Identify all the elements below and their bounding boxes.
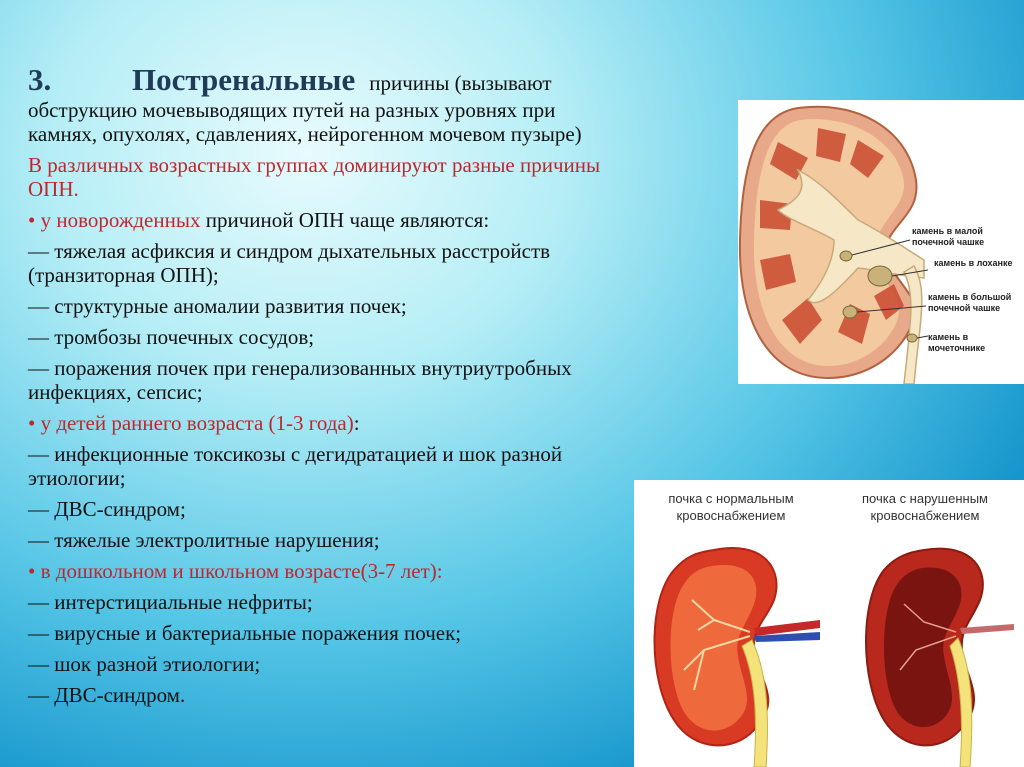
body-line: — поражения почек при генерализованных внутриутробных [28,356,572,380]
label-stone-minor-calyx: камень в малой почечной чашке [912,226,985,247]
body-line: — структурные аномалии развития почек; [28,294,407,318]
body-line: — шок разной этиологии; [28,652,261,676]
caption-normal-blood-supply: почка с нормальным кровоснабжением [668,491,794,523]
label-stone-major-calyx: камень в большой почечной чашке [928,292,1012,313]
body-line: этиологии; [28,466,126,490]
kidney-stones-illustration [738,100,1024,384]
slide-title: Постренальные [132,62,356,97]
line-rest: : [353,411,360,435]
caption-impaired-blood-supply: почка с нарушенным кровоснабжением [862,491,988,523]
body-line: — ДВС-синдром. [28,683,186,707]
title-continuation: причины (вызывают [369,71,552,95]
label-stone-pelvis: камень в лоханке [934,258,1013,268]
body-text [28,98,728,707]
body-line: — вирусные и бактериальные поражения почек; [28,621,462,645]
highlighted-phrase: • у новорожденных [28,208,201,232]
label-stone-ureter: камень в мочеточнике [928,332,986,353]
line-rest: причиной ОПН чаще являются: [200,208,490,232]
body-line: — инфекционные токсикозы с дегидратацией и шок разной [28,442,563,466]
slide-title-row [28,62,552,98]
blood-supply-comparison-illustration [634,480,1024,767]
body-line: • в дошкольном и школьном возрасте(3-7 лет): [28,559,443,583]
body-line: инфекциях, сепсис; [28,380,203,404]
body-line: — тяжелые электролитные нарушения; [28,528,380,552]
body-line: — тяжелая асфиксия и синдром дыхательных расстройств [28,239,551,263]
body-line: — интерстициальные нефриты; [28,590,313,614]
body-line: В различных возрастных группах доминируют разные причины [28,153,601,177]
highlighted-phrase: • у детей раннего возраста (1-3 года) [28,411,354,435]
body-line: (транзиторная ОПН); [28,263,219,287]
body-line: — ДВС-синдром; [28,497,186,521]
body-line: — тромбозы почечных сосудов; [28,325,315,349]
slide-number: 3. [28,62,52,97]
body-line [28,411,728,435]
body-line [28,208,728,232]
body-line: ОПН. [28,177,79,201]
body-line: обструкцию мочевыводящих путей на разных уровнях при [28,98,556,122]
body-line: камнях, опухолях, сдавлениях, нейрогенном мочевом пузыре) [28,122,582,146]
